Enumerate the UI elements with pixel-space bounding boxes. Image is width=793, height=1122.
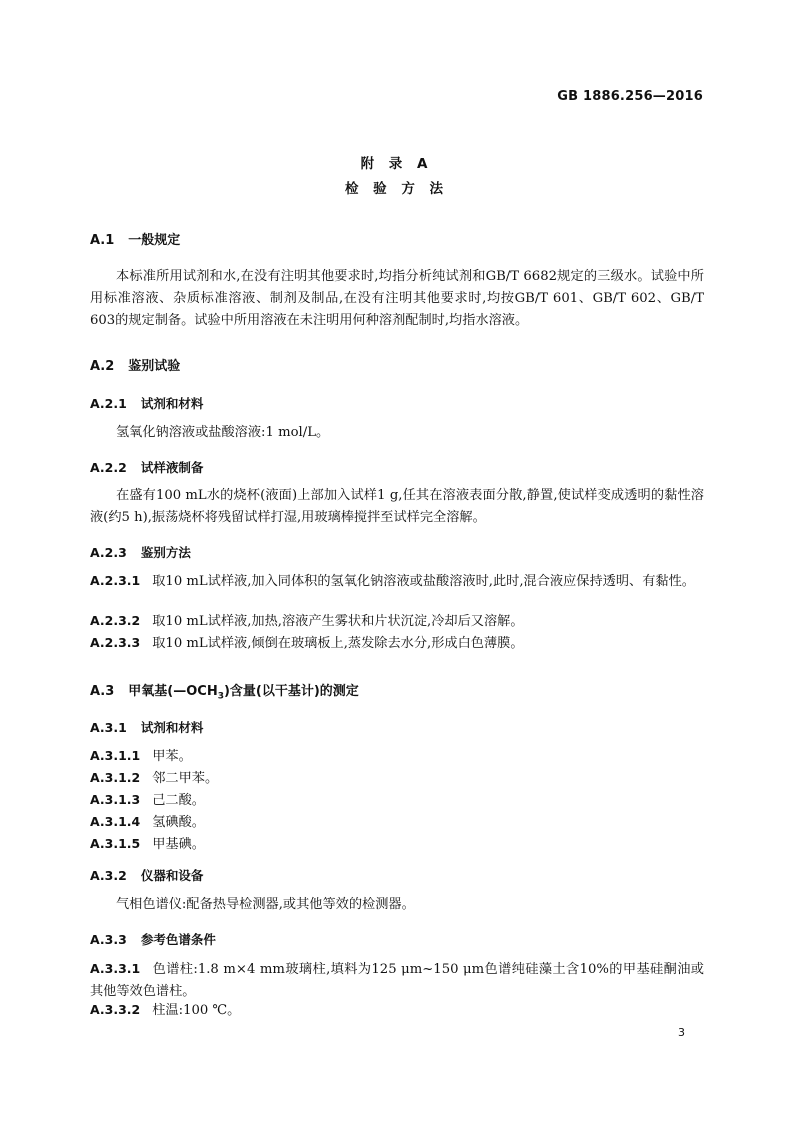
item-text: 甲基碘。 [152, 837, 205, 852]
list-item [90, 767, 704, 790]
item-text: 氢碘酸。 [152, 815, 205, 830]
section-title: 鉴别试验 [128, 359, 181, 374]
list-item [90, 745, 704, 768]
section-title: 仪器和设备 [140, 868, 204, 883]
list-item [90, 958, 704, 1003]
appendix-title: 附 录 A [360, 156, 433, 172]
item-number: A.3.1.1 [90, 748, 141, 763]
section-heading-a22 [90, 458, 203, 476]
item-text: 甲苯。 [152, 749, 192, 764]
section-number: A.2.1 [90, 396, 127, 411]
section-title: 甲氧基$(—OCH_3)$含量(以干基计)的测定 [128, 684, 359, 702]
section-number: A.3.1 [90, 720, 127, 735]
item-number: A.2.3.2 [90, 613, 141, 628]
section-number: A.2 [90, 359, 115, 374]
appendix-subtitle: 检 验 方 法 [344, 181, 449, 197]
section-heading-a31 [90, 718, 203, 736]
section-number: A.3.2 [90, 868, 127, 883]
item-number: A.3.3.2 [90, 1002, 141, 1017]
paragraph-a22: 在盛有100 mL水的烧杯(液面)上部加入试样1 g,任其在溶液表面分散,静置,使试样变成透明的黏性溶液(约5 h),振荡烧杯将残留试样打湿,用玻璃棒搅拌至试样完全溶解。 [90, 488, 704, 525]
list-item [90, 789, 704, 812]
item-number: A.2.3.3 [90, 635, 141, 650]
section-heading-a3 [90, 680, 359, 702]
section-title: 鉴别方法 [140, 545, 191, 560]
item-number: A.3.1.5 [90, 836, 141, 851]
list-item [90, 632, 704, 655]
list-item [90, 570, 704, 593]
section-heading-a23 [90, 543, 191, 561]
standard-number: GB 1886.256—2016 [557, 89, 703, 104]
item-number: A.2.3.1 [90, 573, 141, 588]
list-item [90, 833, 704, 856]
section-heading-a1 [90, 229, 180, 248]
section-heading-a21 [90, 394, 203, 412]
item-number: A.3.1.4 [90, 814, 141, 829]
item-number: A.3.1.2 [90, 770, 141, 785]
item-text: 柱温:100 ℃。 [152, 1003, 241, 1018]
section-number: A.2.2 [90, 460, 127, 475]
list-item [90, 999, 704, 1022]
paragraph-a32: 气相色谱仪:配备热导检测器,或其他等效的检测器。 [116, 897, 415, 912]
section-heading-a2 [90, 355, 180, 374]
item-text: 取10 mL试样液,倾倒在玻璃板上,蒸发除去水分,形成白色薄膜。 [152, 636, 524, 651]
section-title: 参考色谱条件 [140, 932, 216, 947]
list-item [90, 811, 704, 834]
item-text: 取10 mL试样液,加热,溶液产生雾状和片状沉淀,冷却后又溶解。 [152, 614, 524, 629]
item-number: A.3.1.3 [90, 792, 141, 807]
section-title: 试剂和材料 [140, 720, 204, 735]
section-number: A.3 [90, 684, 115, 699]
list-item [90, 610, 704, 633]
item-text: 取10 mL试样液,加入同体积的氢氧化钠溶液或盐酸溶液时,此时,混合液应保持透明、有黏性。 [152, 574, 695, 589]
section-number: A.3.3 [90, 932, 127, 947]
section-title: 试样液制备 [140, 460, 204, 475]
page-number: 3 [678, 1026, 685, 1039]
section-number: A.2.3 [90, 545, 127, 560]
item-number: A.3.3.1 [90, 961, 141, 976]
section-heading-a33 [90, 930, 216, 948]
item-text: 己二酸。 [152, 793, 205, 808]
section-heading-a32 [90, 866, 203, 884]
paragraph-a21: 氢氧化钠溶液或盐酸溶液:1 mol/L。 [116, 425, 330, 440]
item-text: 邻二甲苯。 [152, 771, 219, 786]
item-text: 色谱柱:1.8 m×4 mm玻璃柱,填料为125 μm~150 μm色谱纯硅藻土含10%的甲基硅酮油或其他等效色谱柱。 [90, 962, 704, 999]
section-title: 一般规定 [128, 233, 181, 248]
section-title: 试剂和材料 [140, 396, 204, 411]
paragraph-a1: 本标准所用试剂和水,在没有注明其他要求时,均指分析纯试剂和GB/T 6682规定的三级水。试验中所用标准溶液、杂质标准溶液、制剂及制品,在没有注明其他要求时,均按GB/T 601、GB/T 602、GB/T 603的规定制备。试验中所用溶液在未注明用何种溶剂配制时,均指水溶液。 [90, 269, 704, 328]
section-number: A.1 [90, 233, 115, 248]
